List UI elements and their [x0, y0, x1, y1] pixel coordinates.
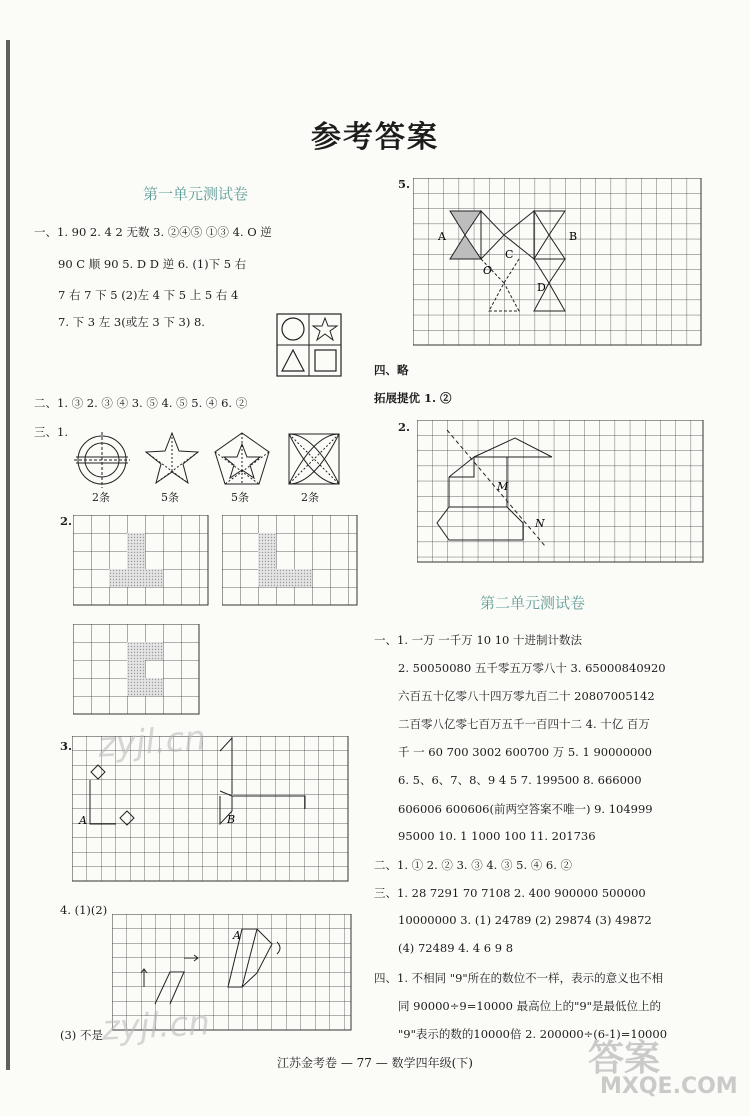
s1-q3-4-note: (3) 不是	[60, 1028, 103, 1042]
s2-line-5: 千 一 60 700 3002 600700 万 5. 1 90000000	[398, 745, 652, 759]
point-b-label: B	[227, 813, 236, 826]
caption-4: 2条	[301, 491, 319, 504]
section2-title: 第二单元测试卷	[480, 594, 586, 612]
s1-q3-4-label: 4. (1)(2)	[60, 903, 108, 917]
s2-line-10: 三、1. 28 7291 70 7108 2. 400 900000 500000	[374, 886, 646, 900]
star-symmetry-figure	[146, 433, 198, 483]
q5-point-d: D	[537, 281, 546, 294]
caption-2: 5条	[161, 491, 179, 504]
grid-q3-2b	[222, 515, 358, 607]
s2-line-12: (4) 72489 4. 4 6 9 8	[398, 941, 514, 955]
s2-line-1: 一、1. 一万 一千万 10 10 十进制计数法	[374, 633, 583, 647]
s2-line-9: 二、1. ① 2. ② 3. ③ 4. ③ 5. ④ 6. ②	[374, 858, 573, 872]
s2-line-15: "9"表示的数的10000倍 2. 200000÷(6-1)=10000	[398, 1027, 668, 1041]
s2-line-8: 95000 10. 1 1000 100 11. 201736	[398, 829, 596, 843]
grid-q3-2a	[73, 515, 209, 607]
q4-line: 四、略	[374, 363, 409, 377]
s1-q3-3-label: 3.	[60, 739, 73, 753]
page-edge-shadow	[6, 40, 10, 1070]
square-shape	[315, 350, 336, 371]
s2-line-4: 二百零八亿零七百万五千一百四十二 4. 十亿 百万	[398, 717, 650, 731]
watermark-1: zyjl.cn	[96, 718, 208, 766]
grid-q3-2c	[73, 624, 209, 716]
s1-q2-line: 二、1. ③ 2. ③ ④ 3. ⑤ 4. ⑤ 5. ④ 6. ②	[34, 396, 248, 410]
section1-title: 第一单元测试卷	[143, 185, 249, 203]
s2-line-7: 606006 600606(前两空答案不唯一) 9. 104999	[398, 802, 653, 816]
q5-point-c: C	[505, 248, 514, 261]
caption-1: 2条	[92, 491, 110, 504]
symmetry-figures	[72, 430, 352, 490]
s2-line-13: 四、1. 不相同 "9"所在的数位不一样，表示的意义也不相	[374, 971, 664, 985]
grid-q5	[413, 178, 711, 353]
s2-line-14: 同 90000÷9=10000 最高位上的"9"是最低位上的	[398, 999, 661, 1013]
s2-line-2: 2. 50050080 五千零五万零八十 3. 65000840920	[398, 661, 666, 675]
s1-line-2: 90 C 顺 90 5. D D 逆 6. (1)下 5 右	[58, 257, 247, 271]
ext2-label: 2.	[398, 420, 411, 434]
point-n: N	[535, 517, 545, 530]
s1-line-3: 7 右 7 下 5 (2)左 4 下 5 上 5 右 4	[58, 288, 239, 302]
point-a-label: A	[79, 814, 87, 827]
star-shape	[313, 318, 337, 340]
ext-line: 拓展提优 1. ②	[374, 391, 452, 405]
grid-ext2	[417, 420, 707, 566]
s1-q3-label: 三、1.	[34, 425, 68, 439]
s1-line-4: 7. 下 3 左 3(或左 3 下 3) 8.	[58, 315, 205, 329]
pentagon-symmetry-figure	[215, 433, 269, 484]
q5-point-b: B	[569, 230, 578, 243]
q5-point-a: A	[438, 230, 446, 243]
circle-shape	[282, 318, 304, 340]
q5-label: 5.	[398, 177, 411, 191]
triangle-shape	[282, 350, 304, 371]
page-title: 参考答案	[311, 120, 439, 155]
stamp-url: MXQE.COM	[600, 1074, 738, 1099]
circle-symmetry-figure	[74, 432, 130, 488]
s2-line-11: 10000000 3. (1) 24789 (2) 29874 (3) 49872	[398, 913, 652, 927]
watermark-2: zyjl.cn	[101, 1003, 211, 1049]
point-m: M	[497, 480, 509, 493]
s1-line-1: 一、1. 90 2. 4 2 无数 3. ②④⑤ ①③ 4. O 逆	[34, 225, 272, 239]
square-leaf-symmetry-figure	[289, 434, 339, 484]
caption-3: 5条	[231, 491, 249, 504]
s1-q3-2-label: 2.	[60, 514, 73, 528]
point-a-label-q4: A	[233, 929, 241, 942]
s2-line-3: 六百五十亿零八十四万零九百二十 20807005142	[398, 689, 655, 703]
stamp-logo: 答案	[588, 1038, 661, 1079]
q5-point-o: O	[483, 264, 493, 277]
page-footer: 江苏金考卷 — 77 — 数学四年级(下)	[277, 1056, 473, 1070]
s2-line-6: 6. 5、6、7、8、9 4 5 7. 199500 8. 666000	[398, 773, 642, 787]
q8-shapes-figure	[276, 313, 342, 377]
